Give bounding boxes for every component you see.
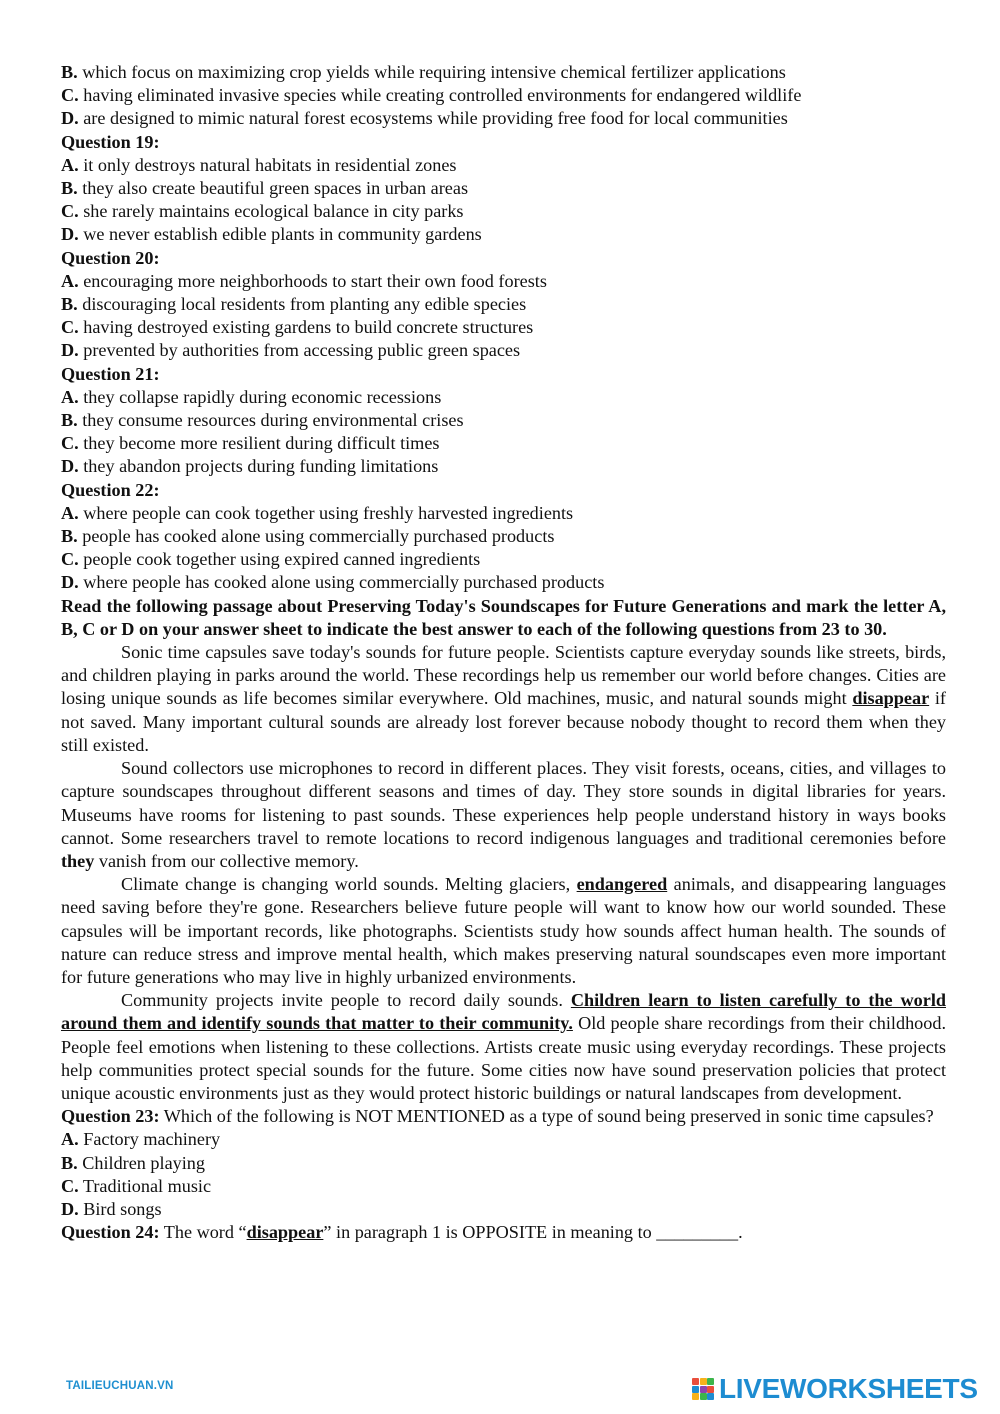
q20-option-d[interactable]: D. prevented by authorities from accessing public green spaces (61, 340, 521, 361)
liveworksheets-logo[interactable] (692, 1373, 978, 1405)
q23-option-a[interactable]: A. Factory machinery (61, 1129, 221, 1150)
q21-option-c[interactable]: C. they become more resilient during difficult times (61, 433, 440, 454)
q22-option-d[interactable]: D. where people has cooked alone using commercially purchased products (61, 572, 605, 593)
q19-label: Question 19: (61, 131, 160, 152)
q23-stem: Question 23: Which of the following is NOT MENTIONED as a type of sound being preserved in sonic time capsules? (61, 1106, 934, 1127)
q20-option-b[interactable]: B. discouraging local residents from planting any edible species (61, 294, 527, 315)
q18-option-b[interactable]: B. which focus on maximizing crop yields while requiring intensive chemical fertilizer applications (61, 62, 786, 82)
q18-option-c[interactable]: C. having eliminated invasive species while creating controlled environments for endangered wildlife (61, 85, 802, 106)
worksheet-page (61, 61, 946, 1244)
q23-option-c[interactable]: C. Traditional music (61, 1175, 212, 1196)
highlight-they: they (61, 850, 95, 871)
logo-cell (700, 1378, 707, 1385)
q24-word: disappear (246, 1222, 324, 1243)
logo-cell (707, 1393, 714, 1400)
q21-option-a[interactable]: A. they collapse rapidly during economic recessions (61, 386, 442, 407)
logo-cell (692, 1378, 699, 1385)
q24-stem: Question 24: The word “disappear” in paragraph 1 is OPPOSITE in meaning to _________. (61, 1222, 743, 1243)
highlight-children-sentence: Children learn to listen carefully to the world around them and identify sounds that matter to their community. (61, 990, 946, 1034)
logo-cell (707, 1378, 714, 1385)
q22-option-a[interactable]: A. where people can cook together using freshly harvested ingredients (61, 502, 574, 523)
q21-label: Question 21: (61, 363, 160, 384)
highlight-disappear: disappear (852, 688, 930, 709)
logo-cell (700, 1386, 707, 1393)
page-footer (0, 1372, 1000, 1408)
passage-paragraph-2: Sound collectors use microphones to record in different places. They visit forests, oceans, cities, and villages to capture soundscapes throughout different seasons and times of day. They store sounds in digital libraries for years. Museums have rooms for listening to past sounds. These experiences help people understand history in ways books cannot. Some researchers travel to remote locations to record indigenous languages and traditional ceremonies before they vanish from our collective memory. (61, 758, 946, 871)
liveworksheets-wordmark: LIVEWORKSHEETS (719, 1373, 978, 1404)
highlight-endangered: endangered (576, 874, 668, 895)
q20-option-c[interactable]: C. having destroyed existing gardens to build concrete structures (61, 317, 534, 338)
q22-option-b[interactable]: B. people has cooked alone using commercially purchased products (61, 526, 555, 547)
passage-paragraph-4: Community projects invite people to record daily sounds. Children learn to listen carefully to the world around them and identify sounds that matter to their community. Old people share recordings from their childhood. People feel emotions when listening to these collections. Artists create music using everyday recordings. These projects help communities protect special sounds for the future. Some cities now have sound preservation policies that protect unique acoustic environments just as they would protect historic buildings or natural landscapes from development. (61, 990, 946, 1103)
q19-option-b[interactable]: B. they also create beautiful green spaces in urban areas (61, 178, 469, 199)
q23-option-d[interactable]: D. Bird songs (61, 1198, 162, 1219)
tailieuchuan-logo[interactable]: TAILIEUCHUAN.VN (66, 1380, 174, 1392)
logo-cell (707, 1386, 714, 1393)
passage-instructions: Read the following passage about Preserving Today's Soundscapes for Future Generations and mark the letter A, B, C or D on your answer sheet to indicate the best answer to each of the following questions from 23 to 30. (61, 595, 946, 639)
logo-cell (700, 1393, 707, 1400)
q21-option-b[interactable]: B. they consume resources during environmental crises (61, 410, 464, 431)
logo-cell (692, 1386, 699, 1393)
q19-option-c[interactable]: C. she rarely maintains ecological balance in city parks (61, 201, 464, 222)
q19-option-d[interactable]: D. we never establish edible plants in community gardens (61, 224, 482, 245)
q22-option-c[interactable]: C. people cook together using expired canned ingredients (61, 549, 481, 570)
liveworksheets-grid-icon (692, 1378, 714, 1400)
q23-option-b[interactable]: B. Children playing (61, 1152, 205, 1173)
q18-option-d[interactable]: D. are designed to mimic natural forest ecosystems while providing free food for local communities (61, 108, 788, 129)
q20-label: Question 20: (61, 247, 160, 268)
logo-cell (692, 1393, 699, 1400)
passage-paragraph-1: Sonic time capsules save today's sounds for future people. Scientists capture everyday sounds like streets, birds, and children playing in parks around the world. These recordings help us remember our world before changes. Cities are losing unique sounds as life becomes similar everywhere. Old machines, music, and natural sounds might disappear if not saved. Many important cultural sounds are already lost forever because nobody thought to record them when they still existed. (61, 642, 946, 755)
q18-options (61, 61, 946, 131)
passage-paragraph-3: Climate change is changing world sounds. Melting glaciers, endangered animals, and disappearing languages need saving before they're gone. Researchers believe future people will want to know how our world sounded. These capsules will be important records, like photographs. Scientists study how sounds affect human health. The sounds of nature can reduce stress and improve mental health, which makes preserving natural soundscapes even more important for future generations who may live in highly urbanized environments. (61, 874, 947, 987)
q20-option-a[interactable]: A. encouraging more neighborhoods to start their own food forests (61, 270, 547, 291)
q21-option-d[interactable]: D. they abandon projects during funding limitations (61, 456, 439, 477)
q22-label: Question 22: (61, 479, 160, 500)
q19-option-a[interactable]: A. it only destroys natural habitats in residential zones (61, 154, 457, 175)
